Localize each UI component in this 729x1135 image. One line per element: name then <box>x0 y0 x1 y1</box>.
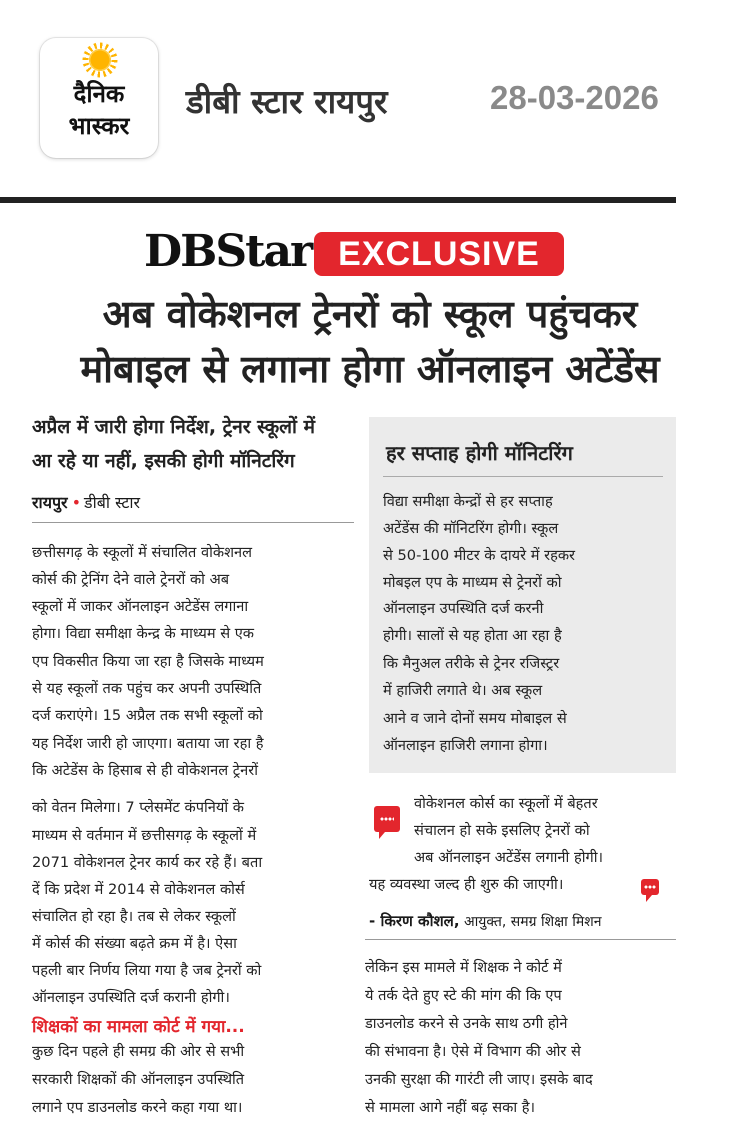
logo-text-line1: दैनिक <box>73 80 125 108</box>
body-line: कोर्स की ट्रेनिंग देने वाले ट्रेनरों को अब <box>32 571 230 588</box>
monitoring-line: आने व जाने दोनों समय मोबाइल से <box>383 710 567 727</box>
monitoring-line: से 50-100 मीटर के दायरे में रहकर <box>383 547 576 564</box>
exclusive-badge: EXCLUSIVE <box>314 232 564 276</box>
quote-attribution <box>369 911 602 931</box>
logo-text-line2: भास्कर <box>68 112 130 140</box>
byline-source: डीबी स्टार <box>84 493 141 512</box>
quote-line: वोकेशनल कोर्स का स्कूलों में बेहतर <box>414 795 598 812</box>
monitoring-line: होगी। सालों से यह होता आ रहा है <box>383 627 562 644</box>
body-line: 2071 वोकेशनल ट्रेनर कार्य कर रहे हैं। बता <box>32 854 263 871</box>
monitoring-box-divider <box>383 476 663 477</box>
body-line: दर्ज कराएंगे। 15 अप्रैल तक सभी स्कूलों को <box>32 707 263 724</box>
body-line: माध्यम से वर्तमान में छत्तीसगढ़ के स्कूलों में <box>32 827 257 844</box>
body-line: यह निर्देश जारी हो जाएगा। बताया जा रहा है <box>32 735 264 752</box>
right-para-line: डाउनलोड करने से उनके साथ ठगी होने <box>365 1015 568 1032</box>
body-line: होगा। विद्या समीक्षा केन्द्र के माध्यम से एक <box>32 625 255 642</box>
monitoring-line: मोबइल एप के माध्यम से ट्रेनरों को <box>383 574 562 591</box>
publication-date: 28-03-2026 <box>490 79 659 116</box>
quote-author: - किरण कौशल, <box>369 912 460 930</box>
body-line: छत्तीसगढ़ के स्कूलों में संचालित वोकेशनल <box>32 544 253 561</box>
dbstar-brand: DBStar <box>144 226 312 277</box>
quote-line: संचालन हो सके इसलिए ट्रेनरों को <box>414 822 590 839</box>
monitoring-line: ऑनलाइन उपस्थिति दर्ज करनी <box>383 600 544 617</box>
body-line: दें कि प्रदेश में 2014 से वोकेशनल कोर्स <box>32 881 245 898</box>
body-line: पहली बार निर्णय लिया गया है जब ट्रेनरों को <box>32 962 262 979</box>
quote-line: अब ऑनलाइन अटेंडेंस लगानी होगी। <box>414 849 604 866</box>
court-para-line: कुछ दिन पहले ही समग्र की ओर से सभी <box>32 1043 245 1060</box>
body-line: संचालित हो रहा है। तब से लेकर स्कूलों <box>32 908 236 925</box>
bullet-icon: • <box>71 493 82 512</box>
body-line: में कोर्स की संख्या बढ़ते क्रम में है। ऐसा <box>32 935 237 952</box>
header-divider <box>0 197 676 203</box>
body-line: से यह स्कूलों तक पहुंच कर अपनी उपस्थिति <box>32 680 262 697</box>
publication-name: डीबी स्टार रायपुर <box>186 82 388 121</box>
right-para-line: की संभावना है। ऐसे में विभाग की ओर से <box>365 1043 581 1060</box>
byline <box>32 491 140 513</box>
body-line: ऑनलाइन उपस्थिति दर्ज करानी होगी। <box>32 989 230 1006</box>
body-line: एप विकसीत किया जा रहा है जिसके माध्यम <box>32 653 264 670</box>
right-para-line: लेकिन इस मामले में शिक्षक ने कोर्ट में <box>365 959 562 976</box>
headline-line-1: अब वोकेशनल ट्रेनरों को स्कूल पहुंचकर <box>102 292 638 336</box>
byline-place: रायपुर <box>32 493 68 512</box>
quote-divider <box>365 939 676 940</box>
monitoring-box-title: हर सप्ताह होगी मॉनिटरिंग <box>386 441 573 465</box>
subheadline-line-2: आ रहे या नहीं, इसकी होगी मॉनिटरिंग <box>32 450 295 472</box>
quote-end-icon <box>641 879 659 895</box>
body-line: कि अटेडेंस के हिसाब से ही वोकेशनल ट्रेनरों <box>32 762 258 779</box>
monitoring-line: अटेंडेंस की मॉनिटरिंग होगी। स्कूल <box>383 520 559 537</box>
right-para-line: से मामला आगे नहीं बढ़ सका है। <box>365 1099 536 1116</box>
right-para-line: उनकी सुरक्षा की गारंटी ली जाए। इसके बाद <box>365 1071 593 1088</box>
quote-line: यह व्यवस्था जल्द ही शुरु की जाएगी। <box>369 876 564 893</box>
body-line: को वेतन मिलेगा। 7 प्लेसमेंट कंपनियों के <box>32 799 244 816</box>
byline-divider <box>32 522 354 523</box>
right-para-line: ये तर्क देते हुए स्टे की मांग की कि एप <box>365 987 562 1004</box>
body-line: स्कूलों में जाकर ऑनलाइन अटेडेंस लगाना <box>32 598 249 615</box>
monitoring-line: विद्या समीक्षा केन्द्रों से हर सप्ताह <box>383 493 553 510</box>
quote-icon <box>374 806 400 832</box>
sun-icon <box>88 48 112 72</box>
newspaper-logo <box>40 38 158 158</box>
monitoring-line: में हाजिरी लगाते थे। अब स्कूल <box>383 682 543 699</box>
headline-line-2: मोबाइल से लगाना होगा ऑनलाइन अटेंडेंस <box>80 347 660 391</box>
court-subheading: शिक्षकों का मामला कोर्ट में गया... <box>32 1017 245 1037</box>
quote-designation: आयुक्त, समग्र शिक्षा मिशन <box>463 914 602 930</box>
monitoring-line: ऑनलाइन हाजिरी लगाना होगा। <box>383 737 548 754</box>
subheadline-line-1: अप्रैल में जारी होगा निर्देश, ट्रेनर स्कूलों में <box>32 416 315 438</box>
court-para-line: सरकारी शिक्षकों की ऑनलाइन उपस्थिति <box>32 1071 245 1088</box>
monitoring-line: कि मैनुअल तरीके से ट्रेनर रजिस्ट्रर <box>383 655 560 672</box>
court-para-line: लगाने एप डाउनलोड करने कहा गया था। <box>32 1099 243 1116</box>
